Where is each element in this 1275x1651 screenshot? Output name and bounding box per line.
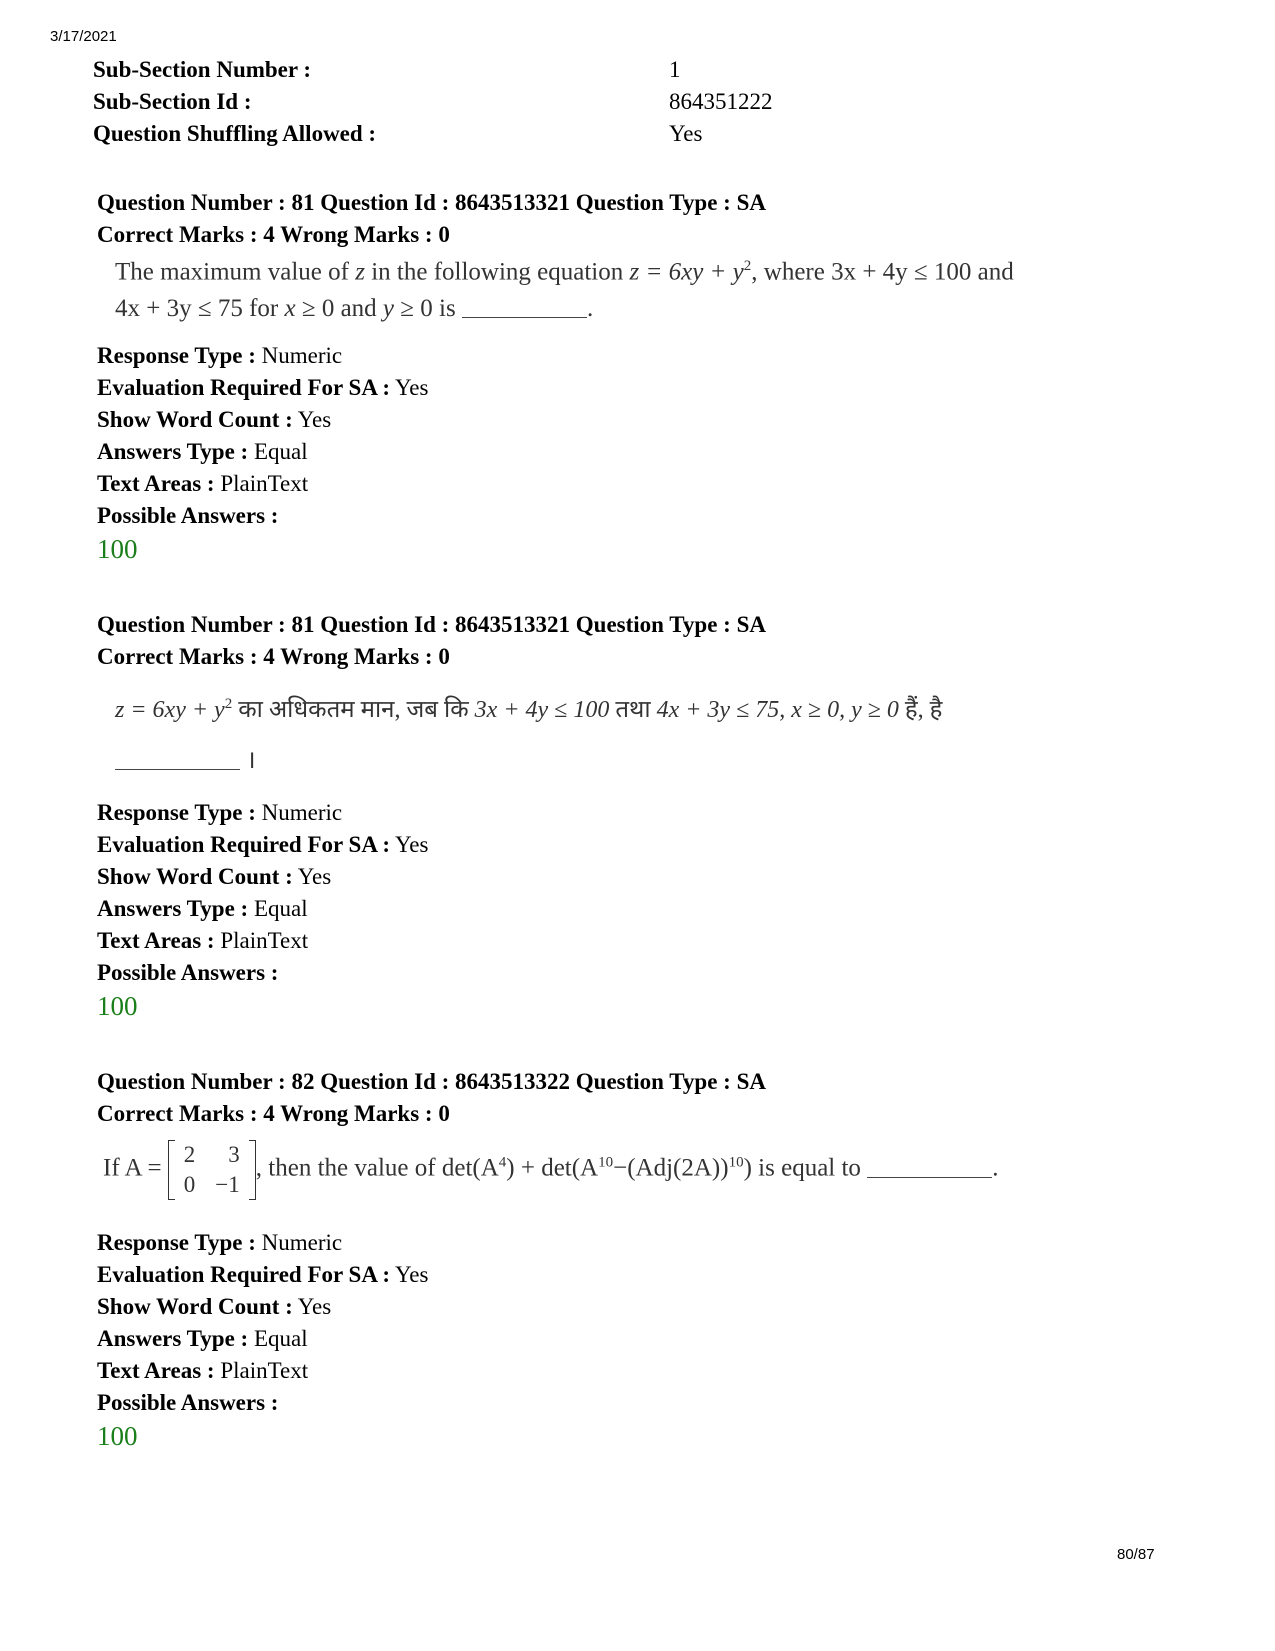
equation: 3x + 4y ≤ 100 — [474, 697, 610, 723]
field-value: Yes — [395, 1262, 429, 1287]
matrix — [168, 1140, 256, 1200]
field-label: Answers Type : — [97, 439, 249, 464]
field-label: Response Type : — [97, 343, 256, 368]
question-text-part: हैं, है — [904, 697, 943, 723]
exponent: 10 — [598, 1154, 614, 1171]
field-label: Evaluation Required For SA : — [97, 375, 391, 400]
response-type — [97, 1227, 342, 1259]
field-value: Yes — [395, 832, 429, 857]
equation: ) + det(A — [506, 1154, 599, 1182]
equation: ) — [743, 1154, 752, 1182]
response-type — [97, 797, 342, 829]
question-text-part: ≥ 0 is — [400, 295, 456, 322]
evaluation-required — [97, 1259, 428, 1291]
question-text-part: The maximum value of — [115, 258, 349, 286]
show-word-count — [97, 404, 331, 436]
possible-answer: 100 — [97, 534, 138, 564]
field-value: Numeric — [261, 343, 343, 368]
field-label: Answers Type : — [97, 1326, 249, 1351]
possible-answer: 100 — [97, 991, 138, 1021]
field-value: PlainText — [220, 928, 309, 953]
field-value: PlainText — [220, 471, 309, 496]
equation: det(A — [441, 1154, 499, 1182]
question-text-part: का अधिकतम मान, जब कि — [238, 697, 469, 723]
question-text — [103, 1140, 998, 1200]
field-value: Yes — [297, 407, 332, 432]
field-label: Text Areas : — [97, 1358, 215, 1383]
question-text-part: , then the value of — [255, 1154, 436, 1182]
field-label: Answers Type : — [97, 896, 249, 921]
field-value: Equal — [253, 1326, 308, 1351]
answers-type — [97, 893, 308, 925]
bracket-right-icon — [249, 1140, 256, 1200]
field-label: Text Areas : — [97, 471, 215, 496]
question-text-part: is equal to — [758, 1154, 861, 1182]
field-value: Numeric — [261, 1230, 343, 1255]
exponent: 2 — [224, 696, 233, 712]
possible-answers-label: Possible Answers : — [97, 960, 279, 985]
field-label: Response Type : — [97, 1230, 256, 1255]
evaluation-required — [97, 372, 428, 404]
answer-blank — [867, 1176, 992, 1178]
equation: 4x + 3y ≤ 75, x ≥ 0, y ≥ 0 — [656, 697, 899, 723]
variable: x — [284, 295, 296, 322]
question-marks: Correct Marks : 4 Wrong Marks : 0 — [97, 222, 450, 247]
bracket-left-icon — [168, 1140, 175, 1200]
matrix-cell: 3 — [228, 1142, 240, 1167]
equation: −(Adj(2A)) — [613, 1154, 729, 1182]
field-value: Yes — [395, 375, 429, 400]
question-text-part: । — [246, 747, 256, 774]
page-number: 80/87 — [1117, 1546, 1155, 1563]
question-text — [115, 692, 942, 725]
text-areas — [97, 925, 308, 957]
question-text-part: in the following equation — [371, 258, 624, 286]
field-value: Yes — [297, 1294, 332, 1319]
question-marks: Correct Marks : 4 Wrong Marks : 0 — [97, 644, 450, 669]
field-label: Evaluation Required For SA : — [97, 1262, 391, 1287]
question-text — [115, 295, 593, 323]
matrix-cell: 2 — [183, 1142, 196, 1167]
question-text-part: 4x + 3y ≤ 75 for — [115, 295, 279, 322]
field-label: Text Areas : — [97, 928, 215, 953]
field-label: Evaluation Required For SA : — [97, 832, 391, 857]
question-text-part: ≥ 0 and — [301, 295, 377, 322]
question-header: Question Number : 82 Question Id : 8643513322 Question Type : SA — [97, 1069, 766, 1094]
question-text-part: . — [586, 295, 594, 322]
variable: y — [382, 295, 395, 322]
question-text — [115, 742, 256, 776]
field-value: Numeric — [261, 800, 343, 825]
field-value: Equal — [253, 439, 308, 464]
print-date: 3/17/2021 — [50, 28, 117, 45]
shuffling-label: Question Shuffling Allowed : — [93, 121, 377, 146]
field-label: Show Word Count : — [97, 864, 293, 889]
show-word-count — [97, 1291, 331, 1323]
field-value: Equal — [253, 896, 308, 921]
question-header: Question Number : 81 Question Id : 8643513321 Question Type : SA — [97, 612, 766, 637]
answer-blank — [462, 316, 587, 318]
shuffling-value: Yes — [669, 121, 703, 146]
exponent: 4 — [498, 1154, 507, 1171]
field-value: Yes — [297, 864, 332, 889]
subsection-id-value: 864351222 — [669, 89, 773, 114]
subsection-number-value: 1 — [669, 57, 681, 82]
question-text-part: तथा — [615, 697, 651, 723]
evaluation-required — [97, 829, 428, 861]
response-type — [97, 340, 342, 372]
answers-type — [97, 1323, 308, 1355]
answers-type — [97, 436, 308, 468]
field-label: Response Type : — [97, 800, 256, 825]
equation: z = 6xy + y — [629, 258, 744, 286]
answer-blank — [115, 768, 240, 770]
text-areas — [97, 468, 308, 500]
field-label: Show Word Count : — [97, 407, 293, 432]
exponent: 2 — [743, 258, 752, 274]
question-text — [115, 258, 1014, 286]
matrix-cell: −1 — [215, 1172, 240, 1197]
question-text-part: . — [992, 1154, 999, 1182]
field-value: PlainText — [220, 1358, 309, 1383]
variable: z — [355, 258, 365, 286]
question-text-part: , where 3x + 4y ≤ 100 and — [751, 258, 1014, 286]
exponent: 10 — [728, 1154, 744, 1171]
question-marks: Correct Marks : 4 Wrong Marks : 0 — [97, 1101, 450, 1126]
subsection-number-label: Sub-Section Number : — [93, 57, 312, 82]
question-header: Question Number : 81 Question Id : 8643513321 Question Type : SA — [97, 190, 766, 215]
show-word-count — [97, 861, 331, 893]
equation: z = 6xy + y — [115, 697, 225, 723]
field-label: Show Word Count : — [97, 1294, 293, 1319]
matrix-cell: 0 — [183, 1172, 196, 1197]
possible-answers-label: Possible Answers : — [97, 1390, 279, 1415]
possible-answer: 100 — [97, 1421, 138, 1451]
subsection-id-label: Sub-Section Id : — [93, 89, 252, 114]
possible-answers-label: Possible Answers : — [97, 503, 279, 528]
question-text-part: If A = — [103, 1154, 162, 1182]
text-areas — [97, 1355, 308, 1387]
